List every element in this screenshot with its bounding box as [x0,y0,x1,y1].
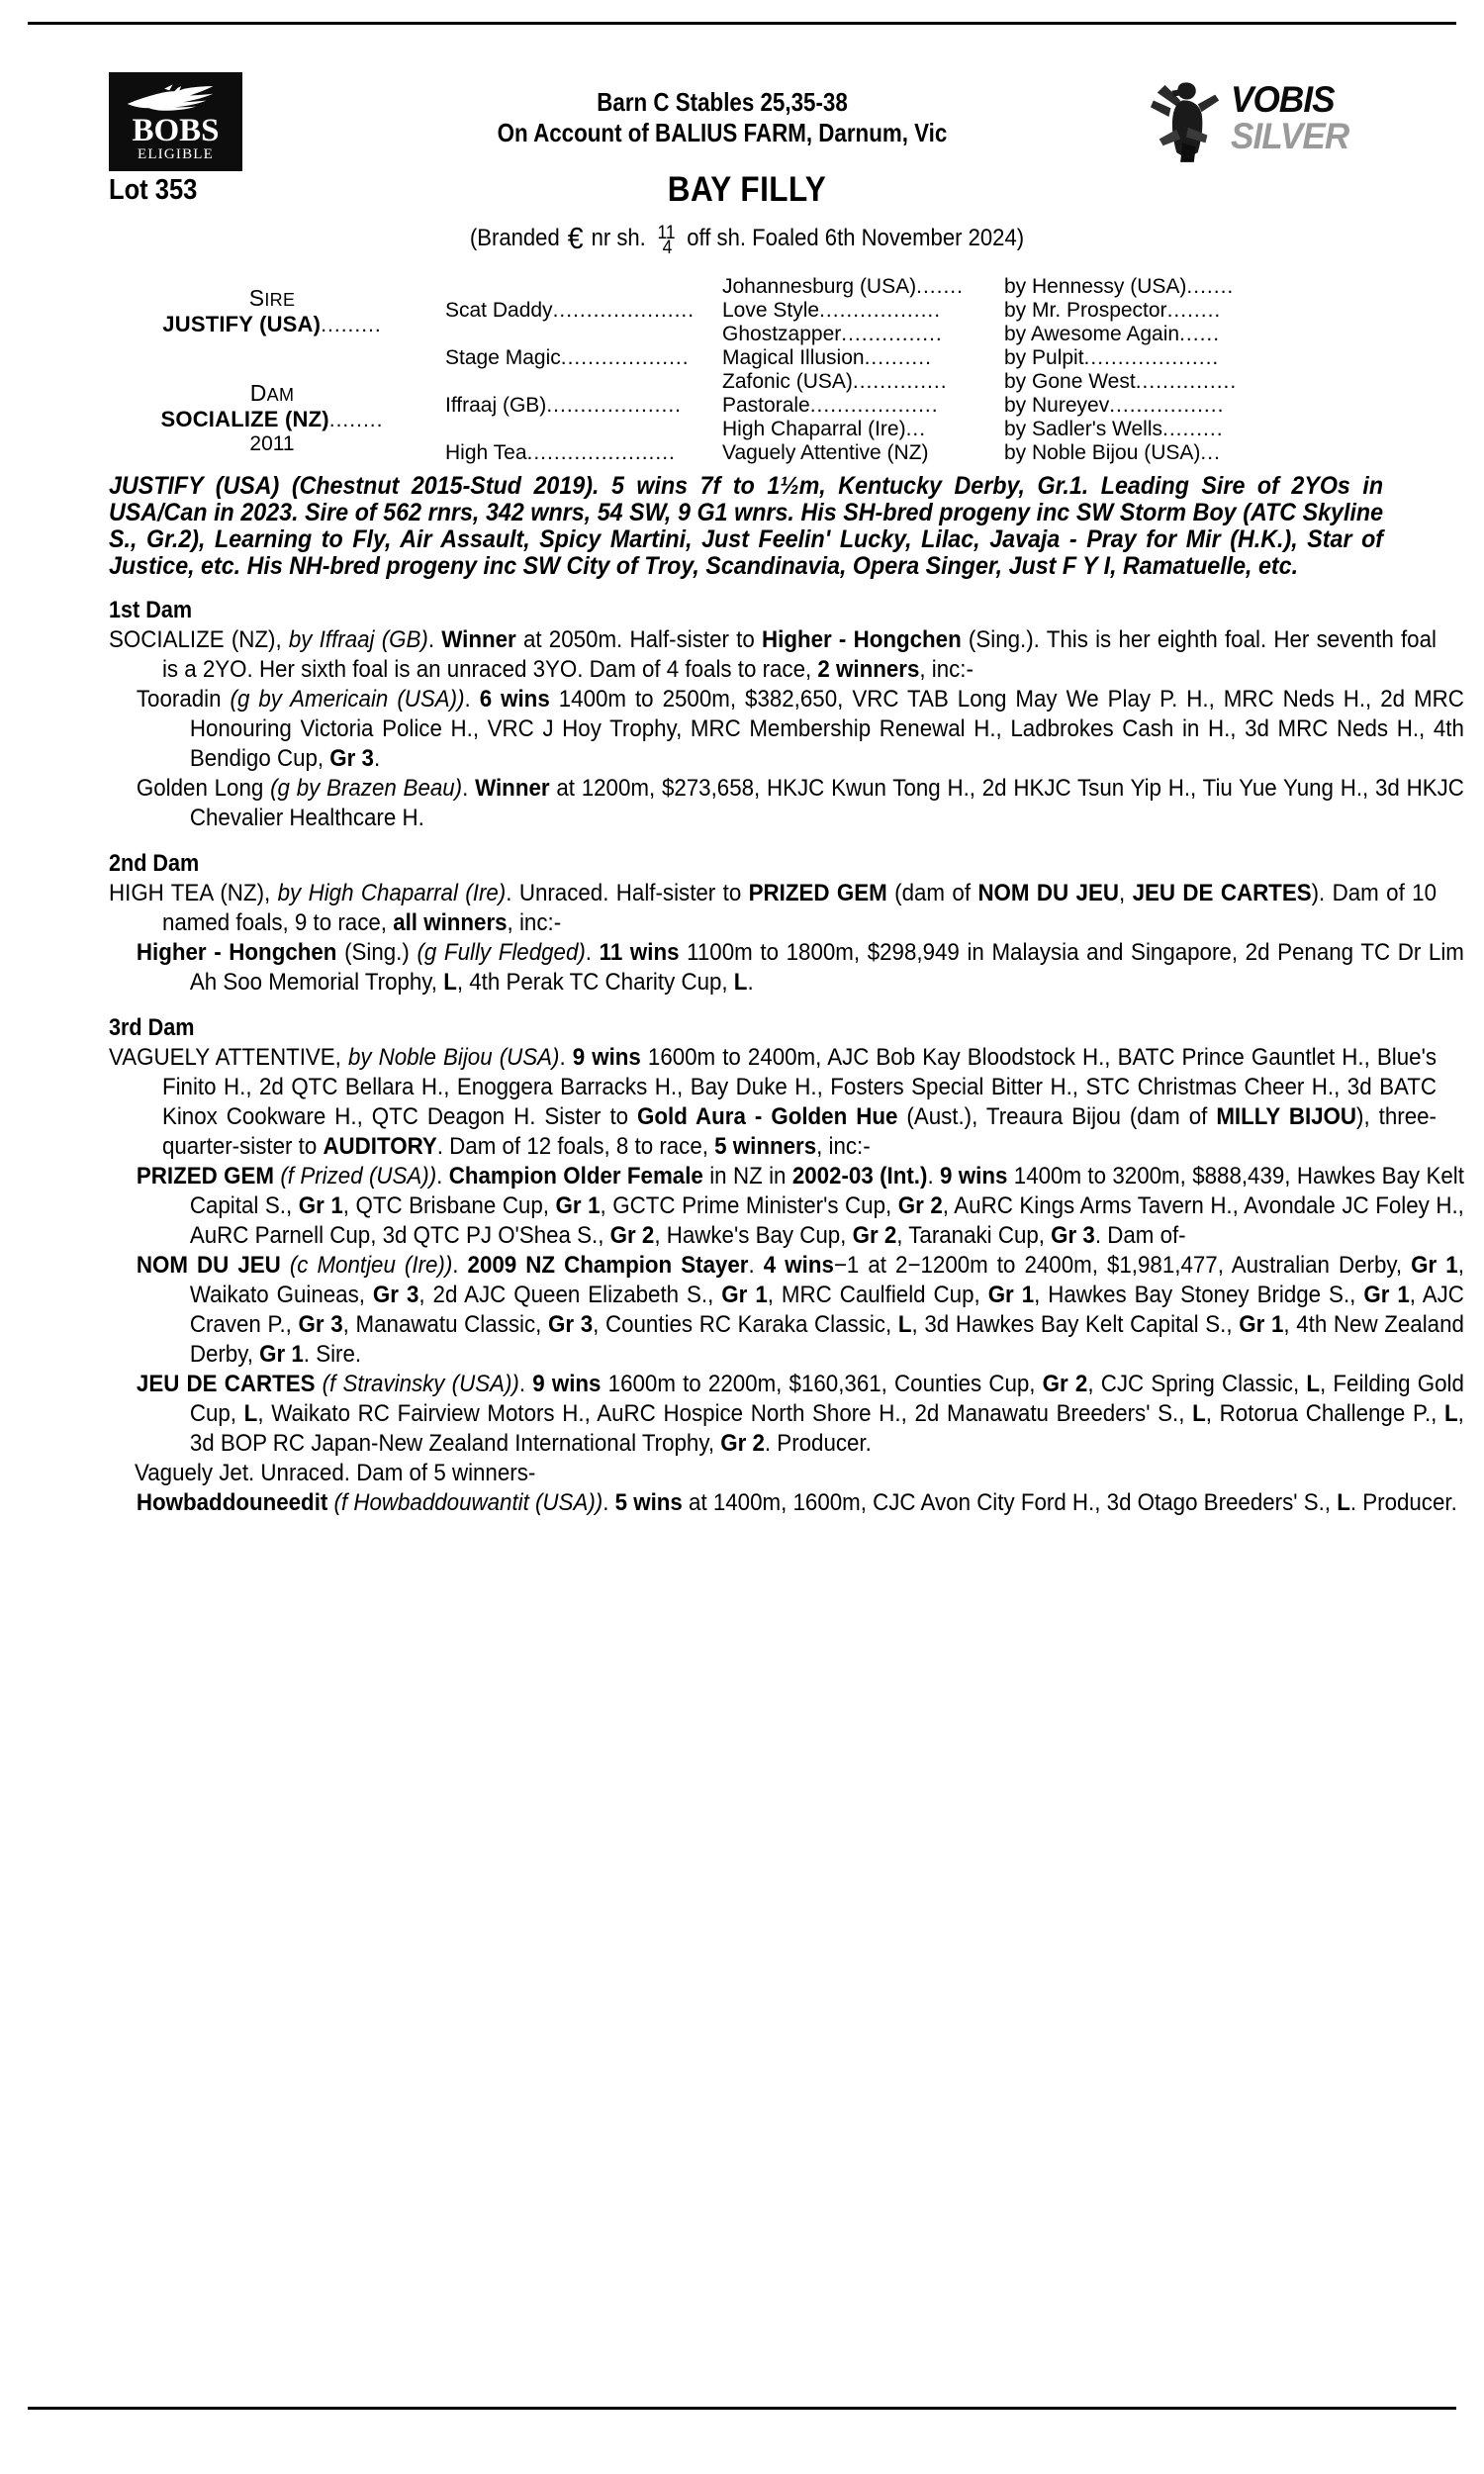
gen4-dots-5: ............... [1135,370,1238,393]
gen4-name-5: by Gone West [1004,370,1136,393]
brand-prefix: (Branded [469,225,560,251]
gen2-dots-3: .................... [546,394,683,417]
gen4-name-1: by Hennessy (USA) [1004,275,1187,298]
gen4-dots-7: ......... [1162,418,1224,440]
gen2-name-2: Stage Magic [445,346,561,369]
dam-name-row [109,407,435,432]
third-dam-progeny-2: NOM DU JEU (c Montjeu (Ire)). 2009 NZ Champion Stayer. 4 wins−1 at 2−1200m to 2400m, $1,981,477, Australian Derby, Gr 1, Waikato Guineas, Gr 3, 2d AJC Queen Elizabeth S., Gr 1, MRC Caulfield Cup, Gr 1, Hawkes Bay Stoney Bridge S., Gr 1, AJC Craven P., Gr 3, Manawatu Classic, Gr 3, Counties RC Karaka Classic, L, 3d Hawkes Bay Kelt Capital S., Gr 1, 4th New Zealand Derby, Gr 1. Sire. [136,1252,1464,1368]
gen3-name-2: Love Style [722,299,820,322]
bobs-eligible-label: ELIGIBLE [137,146,215,162]
page-title: BAY FILLY [667,170,827,209]
gen4-name-7: by Sadler's Wells [1004,418,1163,440]
brand-mark-icon: € [567,221,584,255]
first-dam-heading: 1st Dam [109,597,193,623]
gen4-row-4 [1004,346,1390,370]
dam-dots: ........ [328,409,384,431]
bobs-eligible-logo [109,72,242,171]
second-dam-progeny-1: Higher - Hongchen (Sing.) (g Fully Fledged). 11 wins 1100m to 1800m, $298,949 in Malaysia and Singapore, 2d Penang TC Dr Lim Ah Soo Memorial Trophy, L, 4th Perak TC Charity Cup, L. [136,939,1464,996]
gen3-row-2 [722,299,1009,323]
third-dam-progeny-3: JEU DE CARTES (f Stravinsky (USA)). 9 wins 1600m to 2200m, $160,361, Counties Cup, Gr 2, CJC Spring Classic, L, Feilding Gold Cup, L, Waikato RC Fairview Motors H., AuRC Hospice North Shore H., 2d Manawatu Breeders' S., L, Rotorua Challenge P., L, 3d BOP RC Japan-New Zealand International Trophy, Gr 2. Producer. [136,1371,1464,1457]
bottom-rule [28,2407,1456,2410]
page-header [109,59,1385,173]
gen2-name-1: Scat Daddy [445,299,553,322]
gen2-row-1 [445,299,722,323]
gen3-dots-7: ... [905,418,927,440]
brand-nr-shoulder: nr sh. [591,225,646,251]
gen3-row-8 [722,441,1009,465]
gen3-name-1: Johannesburg (USA) [722,275,917,298]
barn-stables-line: Barn C Stables 25,35-38 [597,87,848,117]
pedigree-table [109,271,1385,469]
gen3-dots-2: .................. [819,299,942,322]
third-dam-heading: 3rd Dam [109,1014,195,1041]
vobis-silver-logo [1148,73,1395,164]
gen2-row-2 [445,346,722,370]
first-dam-progeny-1: Tooradin (g by Americain (USA)). 6 wins 1400m to 2500m, $382,650, VRC TAB Long May We Play P. H., MRC Neds H., 2d MRC Honouring Victoria Police H., VRC J Hoy Trophy, MRC Membership Renewal H., Ladbrokes Cash in H., 3d MRC Neds H., 4th Bendigo Cup, Gr 3. [136,686,1464,772]
sire-block [109,285,435,337]
gen2-dots-1: ..................... [552,299,696,322]
gen3-row-7 [722,418,1009,441]
barn-account-block [323,87,1122,148]
sire-dots: ......... [321,314,382,336]
gen3-row-3 [722,323,1009,346]
gen3-name-5: Zafonic (USA) [722,370,853,393]
sire-summary: JUSTIFY (USA) (Chestnut 2015-Stud 2019). 5 wins 7f to 1½m, Kentucky Derby, Gr.1. Leading Sire of 2YOs in USA/Can in 2023. Sire of 562 rnrs, 342 wnrs, 54 SW, 9 G1 wnrs. His SH-bred progeny inc SW Storm Boy (ATC Skyline S., Gr.2), Learning to Fly, Air Assault, Spicy Martini, Just Feelin' Lucky, Lilac, Javaja - Pray for Mir (H.K.), Star of Justice, etc. His NH-bred progeny inc SW City of Troy, Scandinavia, Opera Singer, Just F Y I, Ramatuelle, etc. [109,472,1384,580]
gen4-name-3: by Awesome Again [1004,323,1180,345]
second-dam-main: HIGH TEA (NZ), by High Chaparral (Ire). Unraced. Half-sister to PRIZED GEM (dam of NOM DU JEU, JEU DE CARTES). Dam of 10 named foals, 9 to race, all winners, inc:- [109,880,1438,936]
sire-name: JUSTIFY (USA) [162,312,322,336]
first-dam-progeny-2: Golden Long (g by Brazen Beau). Winner at 1200m, $273,658, HKJC Kwun Tong H., 2d HKJC Tsun Yip H., Tiu Yue Yung H., 3d HKJC Chevalier Healthcare H. [136,775,1464,831]
gen2-name-4: High Tea [445,441,527,464]
first-dam-main: SOCIALIZE (NZ), by Iffraaj (GB). Winner at 2050m. Half-sister to Higher - Hongchen (Sing.). This is her eighth foal. Her seventh foal is a 2YO. Her sixth foal is an unraced 3YO. Dam of 4 foals to race, 2 winners, inc:- [109,626,1437,683]
third-dam-progeny-5: Howbaddouneedit (f Howbaddouwantit (USA)). 5 wins at 1400m, 1600m, CJC Avon City Ford H., 3d Otago Breeders' S., L. Producer. [136,1489,1457,1516]
gen3-dots-6: ................... [809,394,939,417]
gen3-name-4: Magical Illusion [722,346,865,369]
dam-block [109,380,435,456]
brand-numerator: 11 [657,223,676,243]
jockey-icon [1148,75,1225,162]
gen2-row-4 [445,441,722,465]
gen2-dots-2: ................... [560,346,690,369]
second-dam-heading: 2nd Dam [109,850,200,877]
gen4-name-2: by Mr. Prospector [1004,299,1167,322]
gen3-name-8: Vaguely Attentive (NZ) [722,441,929,464]
gen4-name-4: by Pulpit [1004,346,1084,369]
third-dam-progeny-4: Vaguely Jet. Unraced. Dam of 5 winners- [135,1460,536,1486]
gen3-row-1 [722,275,1009,299]
gen4-row-1 [1004,275,1390,299]
gen4-row-7 [1004,418,1390,441]
gen3-row-6 [722,394,1009,418]
gen3-dots-5: .............. [852,370,948,393]
sire-name-row [109,312,435,337]
gen2-dots-4: ...................... [526,441,676,464]
dam-year: 2011 [249,432,295,455]
gen3-name-7: High Chaparral (Ire) [722,418,906,440]
lot-title-row [109,170,1385,221]
gen2-name-3: Iffraaj (GB) [445,394,547,417]
gen4-row-6 [1004,394,1390,418]
gen4-dots-4: .................... [1083,346,1220,369]
vobis-line2: SILVER [1231,116,1349,156]
gen3-row-4 [722,346,1009,370]
gen3-row-5 [722,370,1009,394]
gen3-dots-3: ............... [841,323,943,345]
gen4-dots-6: ................. [1109,394,1225,417]
vobis-line1: VOBIS [1231,79,1335,120]
third-dam-main: VAGUELY ATTENTIVE, by Noble Bijou (USA). 9 wins 1600m to 2400m, AJC Bob Kay Bloodstock H., BATC Prince Gauntlet H., Blue's Finito H., 2d QTC Bellara H., Enoggera Barracks H., Bay Duke H., Fosters Special Bitter H., STC Christmas Cheer H., 3d BATC Kinox Cookware H., QTC Deagon H. Sister to Gold Aura - Golden Hue (Aust.), Treaura Bijou (dam of MILLY BIJOU), three-quarter-sister to AUDITORY. Dam of 12 foals, 8 to race, 5 winners, inc:- [109,1044,1437,1160]
lot-number: Lot 353 [109,174,198,206]
sire-label: SIRE [248,285,296,311]
gen4-dots-8: ... [1200,441,1221,464]
horse-head-icon [125,81,228,115]
vobis-wordmark [1231,81,1355,155]
gen4-row-8 [1004,441,1390,465]
gen3-name-6: Pastorale [722,394,810,417]
gen4-row-5 [1004,370,1390,394]
gen4-name-8: by Noble Bijou (USA) [1004,441,1201,464]
gen4-row-2 [1004,299,1390,323]
dam-name: SOCIALIZE (NZ) [160,407,329,431]
gen4-row-3 [1004,323,1390,346]
gen4-dots-3: ...... [1179,323,1221,345]
top-rule [28,22,1456,25]
bobs-wordmark: BOBS [132,113,220,148]
on-account-line: On Account of BALIUS FARM, Darnum, Vic [497,118,948,147]
page-content [109,59,1464,1518]
gen3-dots-4: .......... [864,346,932,369]
brand-suffix: off sh. Foaled 6th November 2024) [687,225,1025,251]
gen2-row-3 [445,394,722,418]
gen4-dots-2: ........ [1166,299,1222,322]
gen3-name-3: Ghostzapper [722,323,842,345]
gen4-dots-1: ....... [1186,275,1235,298]
gen3-dots-1: ....... [916,275,964,298]
third-dam-progeny-1: PRIZED GEM (f Prized (USA)). Champion Older Female in NZ in 2002-03 (Int.). 9 wins 1400m to 3200m, $888,439, Hawkes Bay Kelt Capital S., Gr 1, QTC Brisbane Cup, Gr 1, GCTC Prime Minister's Cup, Gr 2, AuRC Kings Arms Tavern H., Avondale JC Foley H., AuRC Parnell Cup, 3d QTC PJ O'Shea S., Gr 2, Hawke's Bay Cup, Gr 2, Taranaki Cup, Gr 3. Dam of- [136,1163,1464,1249]
gen4-name-6: by Nureyev [1004,394,1110,417]
brand-denominator: 4 [662,238,673,258]
dam-label: DAM [249,380,295,406]
branding-line [160,221,1335,258]
brand-fraction [657,223,676,258]
